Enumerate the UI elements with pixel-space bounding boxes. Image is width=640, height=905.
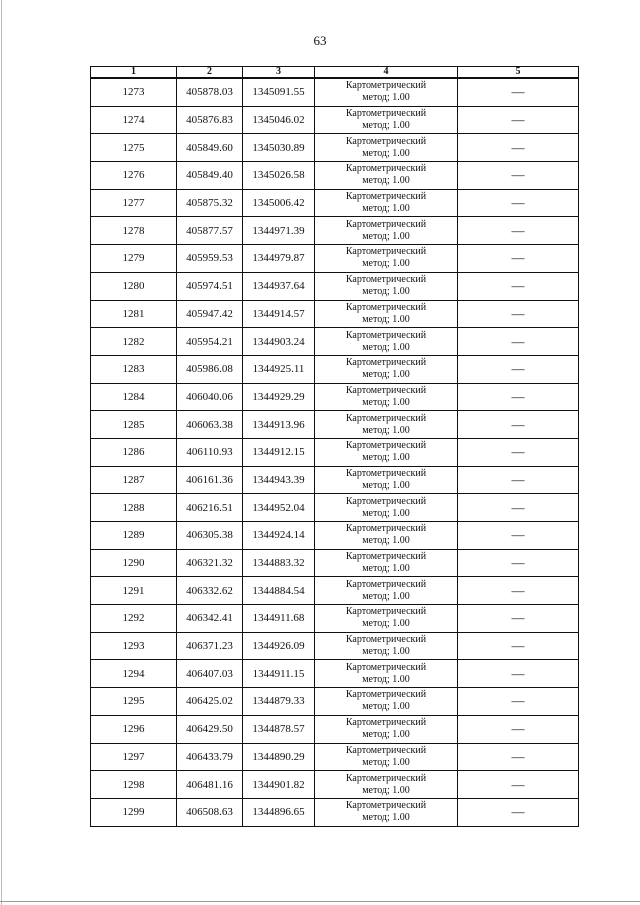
- description-cell: —: [458, 549, 579, 577]
- column-header: 1: [91, 67, 177, 79]
- y-coordinate-cell: 1344878.57: [243, 715, 315, 743]
- method-name: Картометрический: [345, 523, 427, 535]
- x-coordinate-cell: 406321.32: [177, 549, 243, 577]
- point-number-cell: 1296: [91, 715, 177, 743]
- y-coordinate-cell: 1344937.64: [243, 272, 315, 300]
- description-cell: —: [458, 134, 579, 162]
- method-accuracy: метод; 1.00: [362, 479, 410, 491]
- method-accuracy: метод; 1.00: [362, 175, 410, 187]
- table-row: [91, 78, 579, 106]
- table-row: [91, 577, 579, 605]
- x-coordinate-cell: 405986.08: [177, 355, 243, 383]
- method-name: Картометрический: [345, 357, 427, 369]
- x-coordinate-cell: 406508.63: [177, 798, 243, 826]
- point-number-cell: 1297: [91, 743, 177, 771]
- x-coordinate-cell: 405974.51: [177, 272, 243, 300]
- description-cell: —: [458, 78, 579, 106]
- point-number-cell: 1287: [91, 466, 177, 494]
- table-row: [91, 189, 579, 217]
- point-number-cell: 1289: [91, 522, 177, 550]
- description-cell: —: [458, 743, 579, 771]
- scan-bottom-edge: [0, 901, 640, 902]
- y-coordinate-cell: 1345006.42: [243, 189, 315, 217]
- method-name: Картометрический: [345, 135, 427, 147]
- method-accuracy: метод; 1.00: [362, 424, 410, 436]
- table-row: [91, 355, 579, 383]
- method-accuracy: метод; 1.00: [362, 286, 410, 298]
- method-name: Картометрический: [345, 191, 427, 203]
- method-name: Картометрический: [345, 246, 427, 258]
- description-cell: —: [458, 162, 579, 190]
- y-coordinate-cell: 1344896.65: [243, 798, 315, 826]
- description-cell: —: [458, 383, 579, 411]
- method-cell: [315, 189, 458, 217]
- page-number: 63: [313, 33, 327, 48]
- column-header: 3: [243, 67, 315, 79]
- description-cell: —: [458, 355, 579, 383]
- method-accuracy: метод; 1.00: [362, 203, 410, 215]
- method-cell: [315, 771, 458, 799]
- method-cell: [315, 660, 458, 688]
- method-name: Картометрический: [345, 412, 427, 424]
- description-cell: —: [458, 466, 579, 494]
- description-cell: —: [458, 494, 579, 522]
- table-row: [91, 605, 579, 633]
- table-row: [91, 383, 579, 411]
- description-cell: —: [458, 715, 579, 743]
- method-accuracy: метод; 1.00: [362, 258, 410, 270]
- y-coordinate-cell: 1344912.15: [243, 438, 315, 466]
- method-name: Картометрический: [345, 772, 427, 784]
- method-cell: [315, 245, 458, 273]
- method-accuracy: метод; 1.00: [362, 563, 410, 575]
- method-name: Картометрический: [345, 163, 427, 175]
- method-cell: [315, 383, 458, 411]
- description-cell: —: [458, 272, 579, 300]
- table-row: [91, 494, 579, 522]
- method-name: Картометрический: [345, 551, 427, 563]
- table-row: [91, 438, 579, 466]
- description-cell: —: [458, 605, 579, 633]
- method-name: Картометрический: [345, 108, 427, 120]
- y-coordinate-cell: 1344926.09: [243, 632, 315, 660]
- table-row: [91, 549, 579, 577]
- method-accuracy: метод; 1.00: [362, 618, 410, 630]
- point-number-cell: 1292: [91, 605, 177, 633]
- method-cell: [315, 715, 458, 743]
- point-number-cell: 1294: [91, 660, 177, 688]
- description-cell: —: [458, 245, 579, 273]
- coordinates-table: [90, 66, 579, 827]
- column-header: 4: [315, 67, 458, 79]
- point-number-cell: 1291: [91, 577, 177, 605]
- method-accuracy: метод; 1.00: [362, 812, 410, 824]
- table-row: [91, 771, 579, 799]
- method-name: Картометрический: [345, 467, 427, 479]
- x-coordinate-cell: 406063.38: [177, 411, 243, 439]
- point-number-cell: 1273: [91, 78, 177, 106]
- table-row: [91, 217, 579, 245]
- point-number-cell: 1278: [91, 217, 177, 245]
- table-row: [91, 798, 579, 826]
- method-cell: [315, 549, 458, 577]
- y-coordinate-cell: 1345046.02: [243, 106, 315, 134]
- point-number-cell: 1298: [91, 771, 177, 799]
- table-row: [91, 715, 579, 743]
- table-row: [91, 411, 579, 439]
- method-name: Картометрический: [345, 717, 427, 729]
- x-coordinate-cell: 405876.83: [177, 106, 243, 134]
- y-coordinate-cell: 1344914.57: [243, 300, 315, 328]
- method-name: Картометрический: [345, 744, 427, 756]
- table-header-row: [91, 67, 579, 79]
- method-cell: [315, 494, 458, 522]
- point-number-cell: 1286: [91, 438, 177, 466]
- method-cell: [315, 300, 458, 328]
- method-accuracy: метод; 1.00: [362, 230, 410, 242]
- description-cell: —: [458, 798, 579, 826]
- point-number-cell: 1279: [91, 245, 177, 273]
- method-name: Картометрический: [345, 384, 427, 396]
- description-cell: —: [458, 300, 579, 328]
- x-coordinate-cell: 405878.03: [177, 78, 243, 106]
- table-row: [91, 688, 579, 716]
- description-cell: —: [458, 577, 579, 605]
- method-cell: [315, 78, 458, 106]
- x-coordinate-cell: 405947.42: [177, 300, 243, 328]
- table-row: [91, 328, 579, 356]
- x-coordinate-cell: 405849.40: [177, 162, 243, 190]
- method-cell: [315, 134, 458, 162]
- y-coordinate-cell: 1344903.24: [243, 328, 315, 356]
- method-name: Картометрический: [345, 661, 427, 673]
- y-coordinate-cell: 1345091.55: [243, 78, 315, 106]
- method-accuracy: метод; 1.00: [362, 452, 410, 464]
- method-name: Картометрический: [345, 440, 427, 452]
- x-coordinate-cell: 406216.51: [177, 494, 243, 522]
- scan-left-edge: [1, 0, 2, 905]
- point-number-cell: 1295: [91, 688, 177, 716]
- y-coordinate-cell: 1344929.29: [243, 383, 315, 411]
- table-row: [91, 272, 579, 300]
- method-cell: [315, 632, 458, 660]
- method-cell: [315, 438, 458, 466]
- method-accuracy: метод; 1.00: [362, 313, 410, 325]
- table-row: [91, 245, 579, 273]
- x-coordinate-cell: 406161.36: [177, 466, 243, 494]
- x-coordinate-cell: 406305.38: [177, 522, 243, 550]
- x-coordinate-cell: 406040.06: [177, 383, 243, 411]
- y-coordinate-cell: 1344883.32: [243, 549, 315, 577]
- method-accuracy: метод; 1.00: [362, 507, 410, 519]
- point-number-cell: 1299: [91, 798, 177, 826]
- point-number-cell: 1283: [91, 355, 177, 383]
- y-coordinate-cell: 1344943.39: [243, 466, 315, 494]
- method-cell: [315, 162, 458, 190]
- method-cell: [315, 605, 458, 633]
- method-cell: [315, 577, 458, 605]
- description-cell: —: [458, 632, 579, 660]
- method-cell: [315, 411, 458, 439]
- method-cell: [315, 217, 458, 245]
- x-coordinate-cell: 405875.32: [177, 189, 243, 217]
- x-coordinate-cell: 405849.60: [177, 134, 243, 162]
- method-accuracy: метод; 1.00: [362, 756, 410, 768]
- y-coordinate-cell: 1344924.14: [243, 522, 315, 550]
- x-coordinate-cell: 406429.50: [177, 715, 243, 743]
- table-row: [91, 632, 579, 660]
- y-coordinate-cell: 1344911.15: [243, 660, 315, 688]
- point-number-cell: 1281: [91, 300, 177, 328]
- y-coordinate-cell: 1344911.68: [243, 605, 315, 633]
- method-accuracy: метод; 1.00: [362, 673, 410, 685]
- method-accuracy: метод; 1.00: [362, 147, 410, 159]
- method-cell: [315, 743, 458, 771]
- y-coordinate-cell: 1344971.39: [243, 217, 315, 245]
- method-name: Картометрический: [345, 218, 427, 230]
- y-coordinate-cell: 1344879.33: [243, 688, 315, 716]
- table-row: [91, 466, 579, 494]
- column-header: 2: [177, 67, 243, 79]
- method-name: Картометрический: [345, 301, 427, 313]
- method-cell: [315, 328, 458, 356]
- method-accuracy: метод; 1.00: [362, 646, 410, 658]
- y-coordinate-cell: 1345030.89: [243, 134, 315, 162]
- x-coordinate-cell: 406407.03: [177, 660, 243, 688]
- x-coordinate-cell: 405959.53: [177, 245, 243, 273]
- method-accuracy: метод; 1.00: [362, 784, 410, 796]
- method-name: Картометрический: [345, 634, 427, 646]
- x-coordinate-cell: 405954.21: [177, 328, 243, 356]
- x-coordinate-cell: 406110.93: [177, 438, 243, 466]
- point-number-cell: 1275: [91, 134, 177, 162]
- method-cell: [315, 798, 458, 826]
- table-row: [91, 522, 579, 550]
- y-coordinate-cell: 1344884.54: [243, 577, 315, 605]
- x-coordinate-cell: 405877.57: [177, 217, 243, 245]
- y-coordinate-cell: 1344890.29: [243, 743, 315, 771]
- x-coordinate-cell: 406342.41: [177, 605, 243, 633]
- method-accuracy: метод; 1.00: [362, 341, 410, 353]
- method-accuracy: метод; 1.00: [362, 701, 410, 713]
- method-accuracy: метод; 1.00: [362, 396, 410, 408]
- method-accuracy: метод; 1.00: [362, 120, 410, 132]
- description-cell: —: [458, 189, 579, 217]
- description-cell: —: [458, 522, 579, 550]
- method-cell: [315, 688, 458, 716]
- method-name: Картометрический: [345, 495, 427, 507]
- point-number-cell: 1284: [91, 383, 177, 411]
- description-cell: —: [458, 438, 579, 466]
- point-number-cell: 1290: [91, 549, 177, 577]
- y-coordinate-cell: 1344901.82: [243, 771, 315, 799]
- method-name: Картометрический: [345, 689, 427, 701]
- description-cell: —: [458, 688, 579, 716]
- table-row: [91, 134, 579, 162]
- method-accuracy: метод; 1.00: [362, 369, 410, 381]
- y-coordinate-cell: 1344925.11: [243, 355, 315, 383]
- method-accuracy: метод; 1.00: [362, 590, 410, 602]
- y-coordinate-cell: 1344979.87: [243, 245, 315, 273]
- method-name: Картометрический: [345, 800, 427, 812]
- x-coordinate-cell: 406371.23: [177, 632, 243, 660]
- x-coordinate-cell: 406481.16: [177, 771, 243, 799]
- method-name: Картометрический: [345, 274, 427, 286]
- description-cell: —: [458, 660, 579, 688]
- method-accuracy: метод; 1.00: [362, 92, 410, 104]
- method-name: Картометрический: [345, 329, 427, 341]
- y-coordinate-cell: 1344913.96: [243, 411, 315, 439]
- description-cell: —: [458, 106, 579, 134]
- x-coordinate-cell: 406433.79: [177, 743, 243, 771]
- method-cell: [315, 272, 458, 300]
- x-coordinate-cell: 406332.62: [177, 577, 243, 605]
- table-body: [91, 78, 579, 826]
- method-name: Картометрический: [345, 80, 427, 92]
- table-row: [91, 743, 579, 771]
- table-row: [91, 300, 579, 328]
- method-name: Картометрический: [345, 578, 427, 590]
- point-number-cell: 1288: [91, 494, 177, 522]
- method-cell: [315, 355, 458, 383]
- y-coordinate-cell: 1345026.58: [243, 162, 315, 190]
- description-cell: —: [458, 328, 579, 356]
- point-number-cell: 1285: [91, 411, 177, 439]
- method-name: Картометрический: [345, 606, 427, 618]
- point-number-cell: 1274: [91, 106, 177, 134]
- point-number-cell: 1277: [91, 189, 177, 217]
- point-number-cell: 1276: [91, 162, 177, 190]
- table-row: [91, 660, 579, 688]
- table-row: [91, 162, 579, 190]
- description-cell: —: [458, 217, 579, 245]
- y-coordinate-cell: 1344952.04: [243, 494, 315, 522]
- method-accuracy: метод; 1.00: [362, 535, 410, 547]
- method-cell: [315, 106, 458, 134]
- x-coordinate-cell: 406425.02: [177, 688, 243, 716]
- point-number-cell: 1282: [91, 328, 177, 356]
- method-accuracy: метод; 1.00: [362, 729, 410, 741]
- point-number-cell: 1280: [91, 272, 177, 300]
- column-header: 5: [458, 67, 579, 79]
- method-cell: [315, 522, 458, 550]
- description-cell: —: [458, 411, 579, 439]
- table-row: [91, 106, 579, 134]
- method-cell: [315, 466, 458, 494]
- description-cell: —: [458, 771, 579, 799]
- point-number-cell: 1293: [91, 632, 177, 660]
